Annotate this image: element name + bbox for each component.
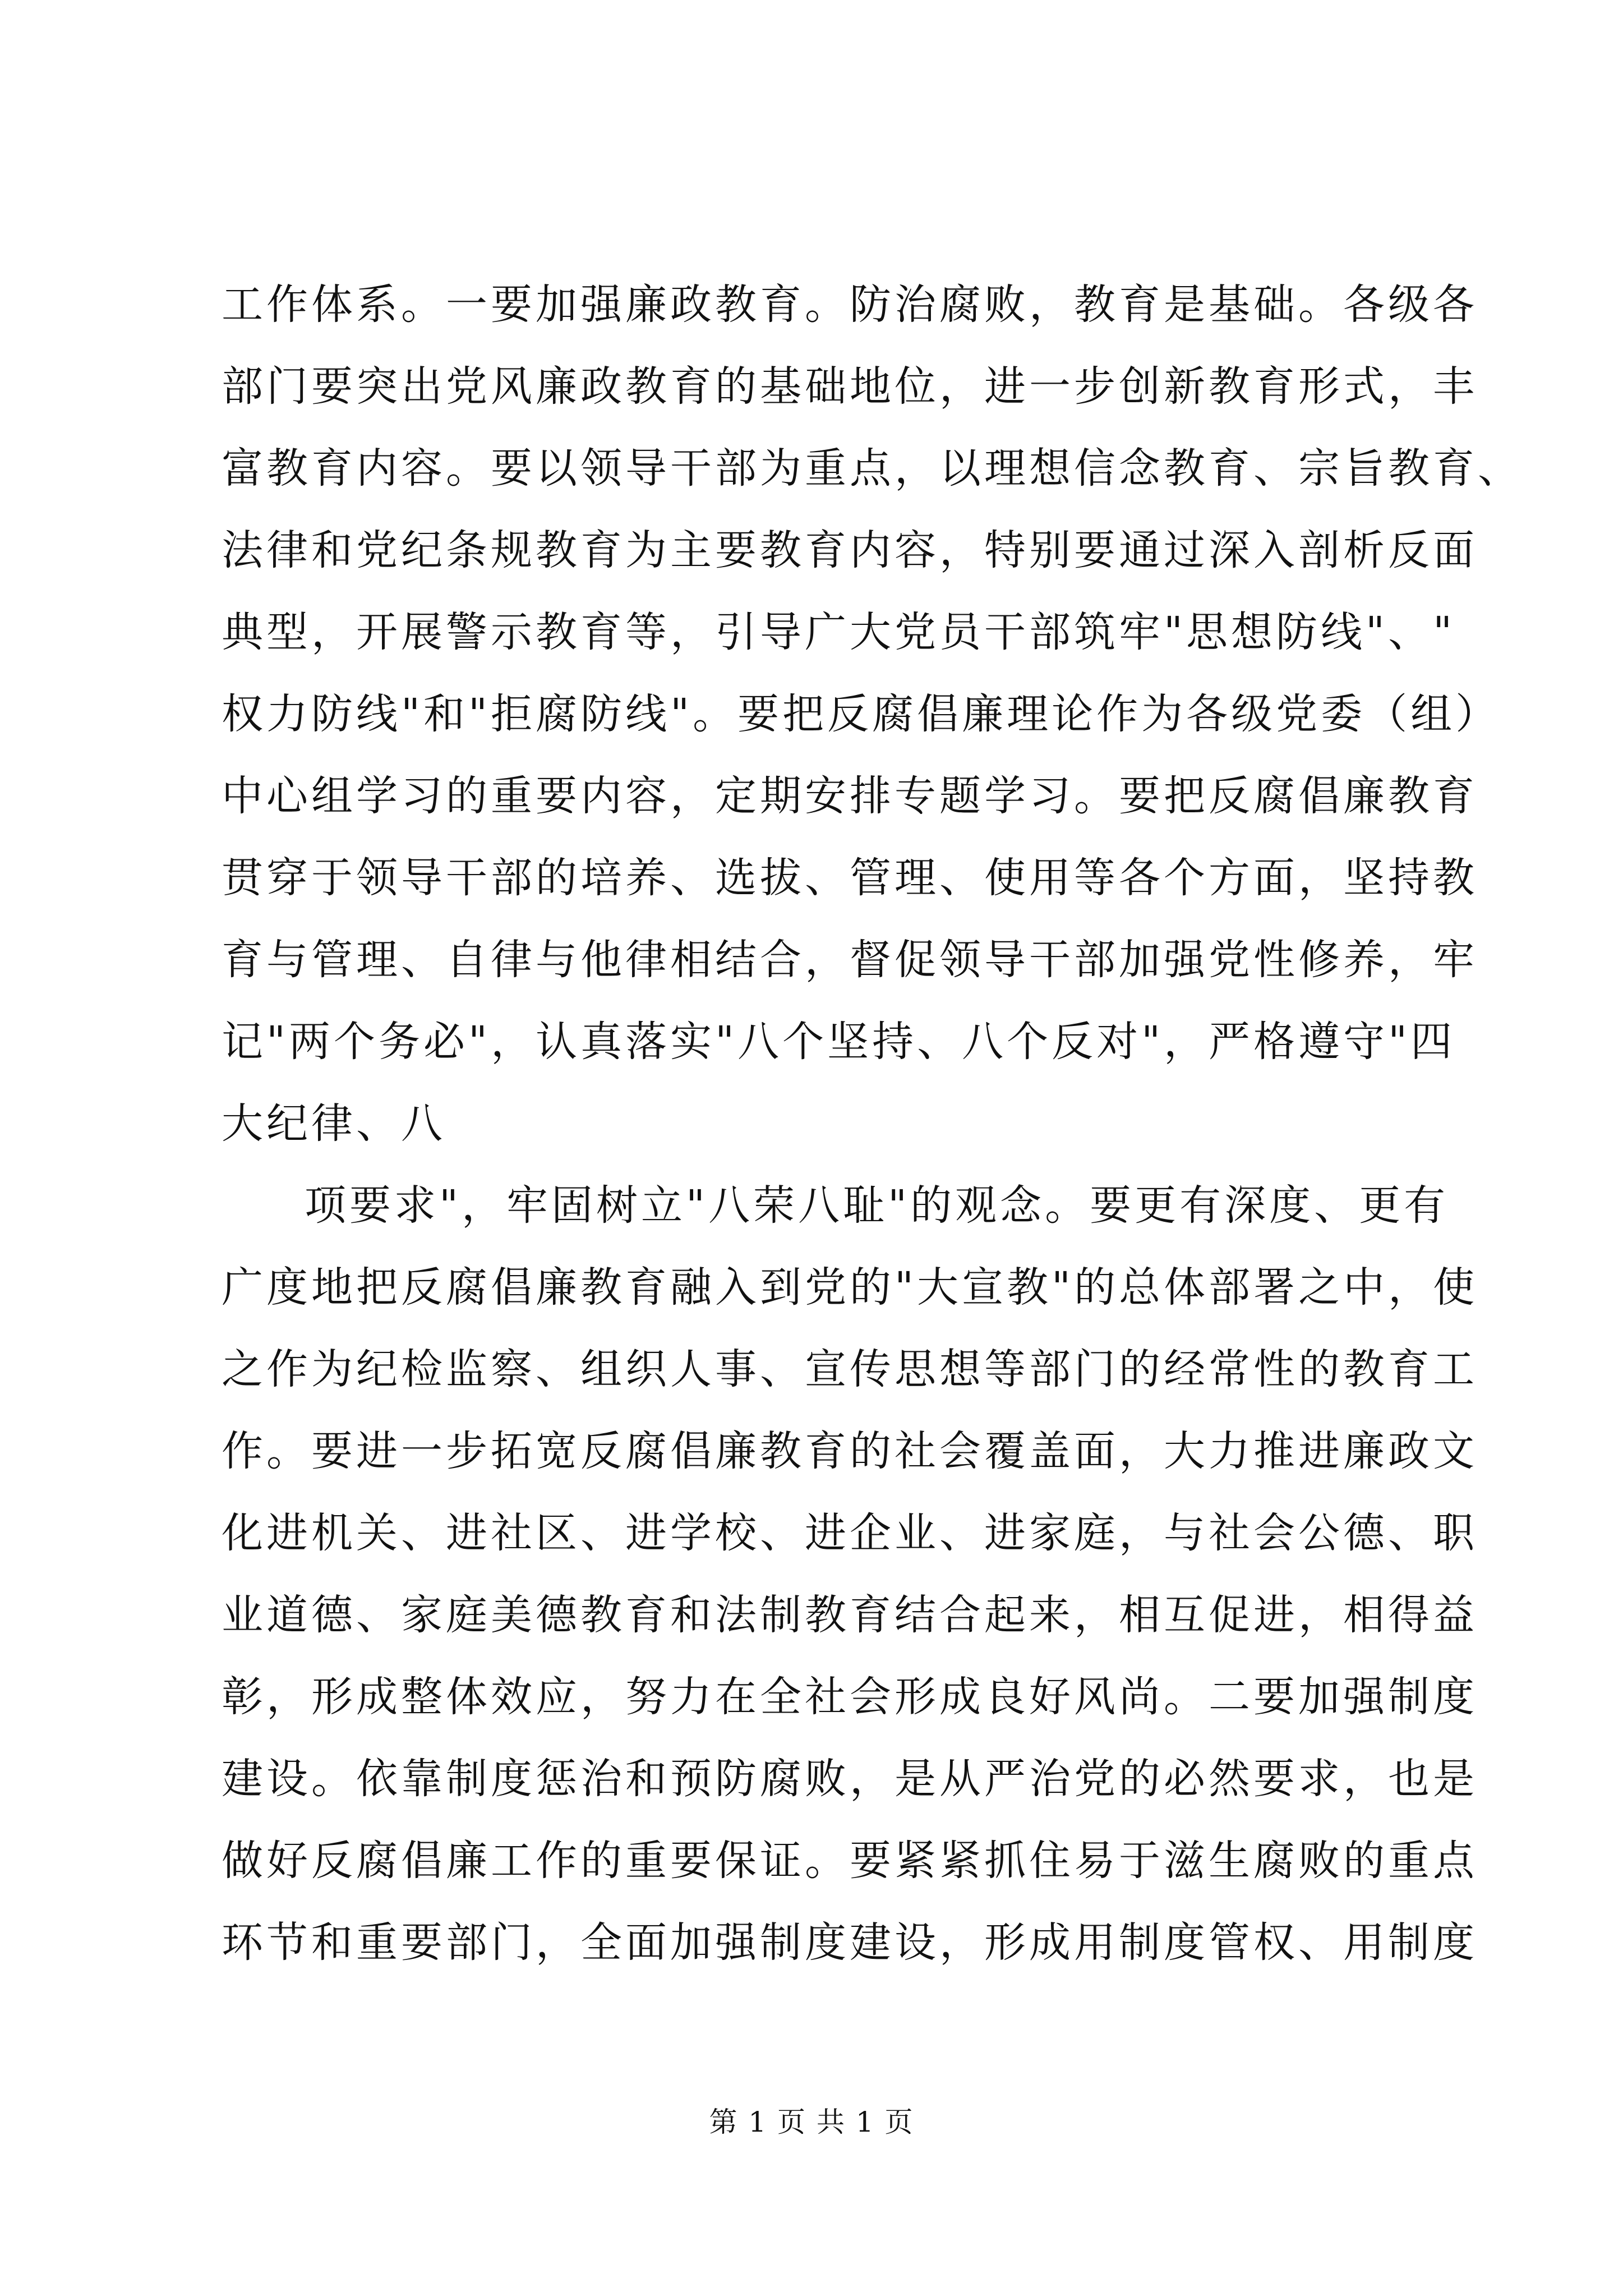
text-line: 工作体系。一要加强廉政教育。防治腐败，教育是基础。各级各 [222, 280, 1478, 329]
page-footer: 第 1 页 共 1 页 [709, 2106, 914, 2138]
text-line: 化进机关、进社区、进学校、进企业、进家庭，与社会公德、职 [222, 1509, 1478, 1557]
text-line: 建设。依靠制度惩治和预防腐败，是从严治党的必然要求，也是 [222, 1755, 1478, 1803]
paragraph-1 [222, 264, 1523, 1165]
text-line: 彰，形成整体效应，努力在全社会形成良好风尚。二要加强制度 [222, 1673, 1478, 1721]
text-line: 权力防线"和"拒腐防线"。要把反腐倡廉理论作为各级党委（组） [222, 690, 1501, 738]
text-line: 业道德、家庭美德教育和法制教育结合起来，相互促进，相得益 [222, 1591, 1478, 1639]
text-line: 富教育内容。要以领导干部为重点，以理想信念教育、宗旨教育、 [222, 444, 1523, 493]
text-line: 之作为纪检监察、组织人事、宣传思想等部门的经常性的教育工 [222, 1345, 1478, 1393]
text-line: 部门要突出党风廉政教育的基础地位，进一步创新教育形式，丰 [222, 362, 1478, 411]
text-line: 贯穿于领导干部的培养、选拔、管理、使用等各个方面，坚持教 [222, 854, 1478, 902]
text-line: 中心组学习的重要内容，定期安排专题学习。要把反腐倡廉教育 [222, 772, 1478, 820]
text-line: 广度地把反腐倡廉教育融入到党的"大宣教"的总体部署之中，使 [222, 1263, 1478, 1312]
text-line-indented: 项要求"，牢固树立"八荣八耻"的观念。要更有深度、更有 [305, 1181, 1449, 1230]
text-line: 典型，开展警示教育等，引导广大党员干部筑牢"思想防线"、" [222, 608, 1456, 656]
text-line: 做好反腐倡廉工作的重要保证。要紧紧抓住易于滋生腐败的重点 [222, 1837, 1478, 1885]
paragraph-2 [222, 1165, 1478, 1984]
text-line: 环节和重要部门，全面加强制度建设，形成用制度管权、用制度 [222, 1918, 1478, 1967]
document-body [222, 264, 1523, 1984]
text-line: 大纪律、八 [222, 1099, 446, 1148]
text-line: 法律和党纪条规教育为主要教育内容，特别要通过深入剖析反面 [222, 526, 1478, 574]
text-line: 记"两个务必"，认真落实"八个坚持、八个反对"，严格遵守"四 [222, 1018, 1456, 1066]
text-line: 育与管理、自律与他律相结合，督促领导干部加强党性修养，牢 [222, 936, 1478, 984]
text-line: 作。要进一步拓宽反腐倡廉教育的社会覆盖面，大力推进廉政文 [222, 1427, 1478, 1475]
